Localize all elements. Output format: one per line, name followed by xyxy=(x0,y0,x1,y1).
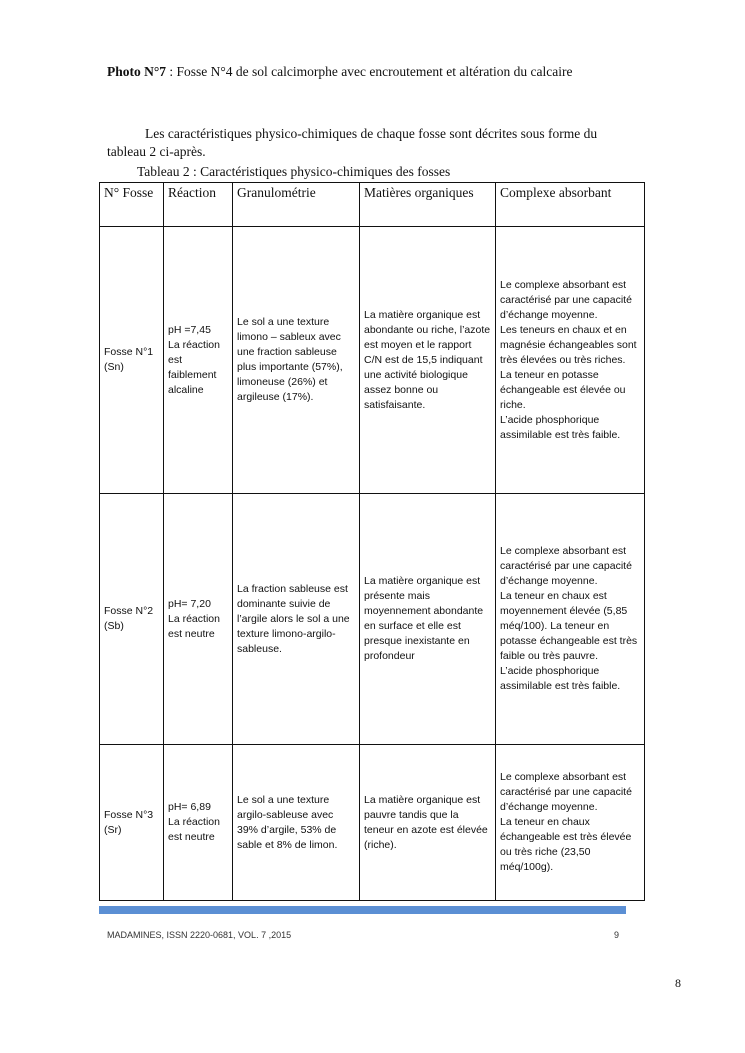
footer-journal: MADAMINES, ISSN 2220-0681, VOL. 7 ,2015 xyxy=(107,930,292,940)
physico-chemical-table xyxy=(99,182,645,901)
photo-caption-text: : Fosse N°4 de sol calcimorphe avec encroutement et altération du calcaire xyxy=(166,64,573,79)
header-reaction: Réaction xyxy=(164,183,233,227)
cell-matieres: La matière organique est présente mais moyennement abondante en surface et elle est presque inexistante en profondeur xyxy=(360,494,496,745)
table-title: Tableau 2 : Caractéristiques physico-chimiques des fosses xyxy=(137,164,451,179)
footer-divider-bar xyxy=(99,906,626,914)
page-number: 8 xyxy=(675,976,681,990)
cell-granulometrie: Le sol a une texture argilo-sableuse avec 39% d’argile, 53% de sable et 8% de limon. xyxy=(233,745,360,901)
cell-matieres: La matière organique est pauvre tandis que la teneur en azote est élevée (riche). xyxy=(360,745,496,901)
cell-fosse: Fosse N°3 (Sr) xyxy=(100,745,164,901)
table-header-row xyxy=(100,183,645,227)
cell-matieres: La matière organique est abondante ou riche, l’azote est moyen et le rapport C/N est de 15,5 indiquant une activité biologique assez bonne ou satisfaisante. xyxy=(360,227,496,494)
table-row xyxy=(100,227,645,494)
cell-granulometrie: La fraction sableuse est dominante suivie de l’argile alors le sol a une texture limono-argilo-sableuse. xyxy=(233,494,360,745)
intro-paragraph: Les caractéristiques physico-chimiques de chaque fosse sont décrites sous forme du tableau 2 ci-après. xyxy=(107,126,598,159)
footer-page-number: 9 xyxy=(614,930,620,940)
header-granulometrie: Granulométrie xyxy=(233,183,360,227)
photo-caption xyxy=(107,64,573,80)
cell-complexe: Le complexe absorbant est caractérisé par une capacité d’échange moyenne. La teneur en chaux est moyennement élevée (5,85 méq/100). La teneur en potasse échangeable est très faible ou très pauvre. L’acide phosphorique assimilable est très faible. xyxy=(496,494,645,745)
cell-complexe: Le complexe absorbant est caractérisé par une capacité d’échange moyenne. Les teneurs en chaux et en magnésie échangeables sont très élevées ou très riches. La teneur en potasse échangeable est élevée ou riche. L’acide phosphorique assimilable est très faible. xyxy=(496,227,645,494)
cell-reaction: pH =7,45 La réaction est faiblement alcaline xyxy=(164,227,233,494)
cell-fosse: Fosse N°2 (Sb) xyxy=(100,494,164,745)
header-complexe: Complexe absorbant xyxy=(496,183,645,227)
cell-reaction: pH= 7,20 La réaction est neutre xyxy=(164,494,233,745)
table-row xyxy=(100,494,645,745)
table-row xyxy=(100,745,645,901)
cell-granulometrie: Le sol a une texture limono – sableux avec une fraction sableuse plus importante (57%), limoneuse (26%) et argileuse (17%). xyxy=(233,227,360,494)
header-fosse: N° Fosse xyxy=(100,183,164,227)
cell-fosse: Fosse N°1 (Sn) xyxy=(100,227,164,494)
cell-complexe: Le complexe absorbant est caractérisé par une capacité d’échange moyenne. La teneur en chaux échangeable est très élevée ou très riche (23,50 méq/100g). xyxy=(496,745,645,901)
cell-reaction: pH= 6,89 La réaction est neutre xyxy=(164,745,233,901)
header-matieres: Matières organiques xyxy=(360,183,496,227)
photo-caption-label: Photo N°7 xyxy=(107,64,167,79)
